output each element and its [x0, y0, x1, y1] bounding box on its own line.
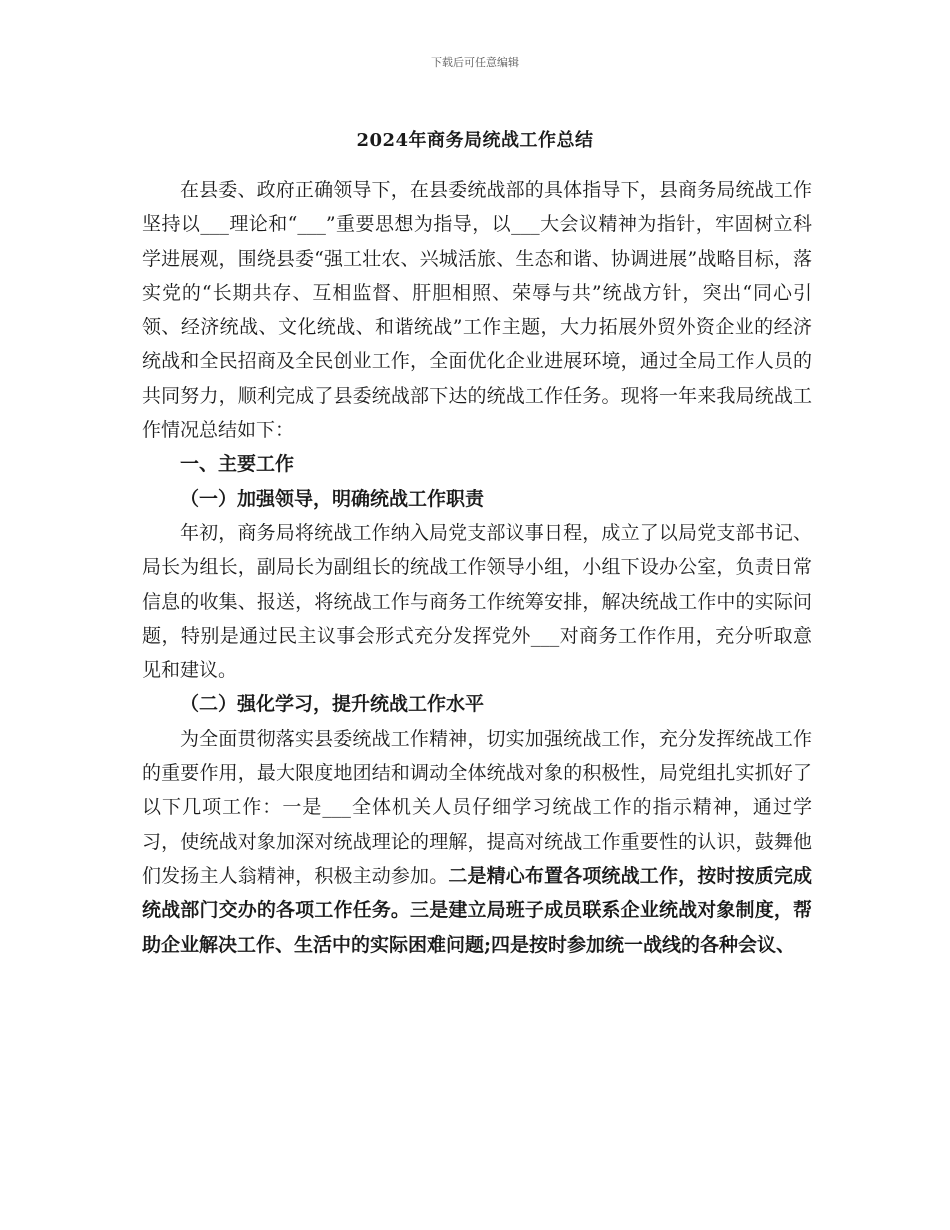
page-header-note: 下载后可任意编辑 — [431, 56, 519, 69]
study-paragraph-text: 为全面贯彻落实县委统战工作精神，切实加强统战工作，充分发挥统战工作的重要作用，最大限度地团结和调动全体统战对象的积极性，局党组扎实抓好了以下几项工作：一是___全体机关人员仔细学习统战工作的指示精神，通过学习，使统战对象加深对统战理论的理解，提高对统战工作重要性的认识，鼓舞他们发扬主人翁精神，积极主动参加。 — [142, 727, 812, 887]
document-body — [142, 173, 812, 962]
subsection-heading-study: （二）强化学习，提升统战工作水平 — [180, 693, 485, 716]
leadership-paragraph: 年初，商务局将统战工作纳入局党支部议事日程，成立了以局党支部书记、局长为组长，副局长为副组长的统战工作领导小组，小组下设办公室，负责日常信息的收集、报送，将统战工作与商务工作统筹安排，解决统战工作中的实际问题，特别是通过民主议事会形式充分发挥党外___对商务工作作用，充分听取意见和建议。 — [142, 521, 812, 682]
study-paragraph — [142, 722, 812, 962]
study-paragraph-bold-text: 二是精心布置各项统战工作，按时按质完成统战部门交办的各项工作任务。三是建立局班子成员联系企业统战对象制度，帮助企业解决工作、生活中的实际困难问题;四是按时参加统一战线的各种会议、 — [142, 864, 812, 956]
subsection-heading-leadership: （一）加强领导，明确统战工作职责 — [180, 487, 485, 510]
intro-paragraph: 在县委、政府正确领导下，在县委统战部的具体指导下，县商务局统战工作坚持以___理论和“___”重要思想为指导，以___大会议精神为指针，牢固树立科学进展观，围绕县委“强工壮农、兴城活旅、生态和谐、协调进展”战略目标，落实党的“长期共存、互相监督、肝胆相照、荣辱与共”统战方针，突出“同心引领、经济统战、文化统战、和谐统战”工作主题，大力拓展外贸外资企业的经济统战和全民招商及全民创业工作，全面优化企业进展环境，通过全局工作人员的共同努力，顺利完成了县委统战部下达的统战工作任务。现将一年来我局统战工作情况总结如下： — [142, 179, 812, 442]
document-title: 2024年商务局统战工作总结 — [356, 130, 594, 151]
section-heading-main-work: 一、主要工作 — [180, 453, 295, 476]
